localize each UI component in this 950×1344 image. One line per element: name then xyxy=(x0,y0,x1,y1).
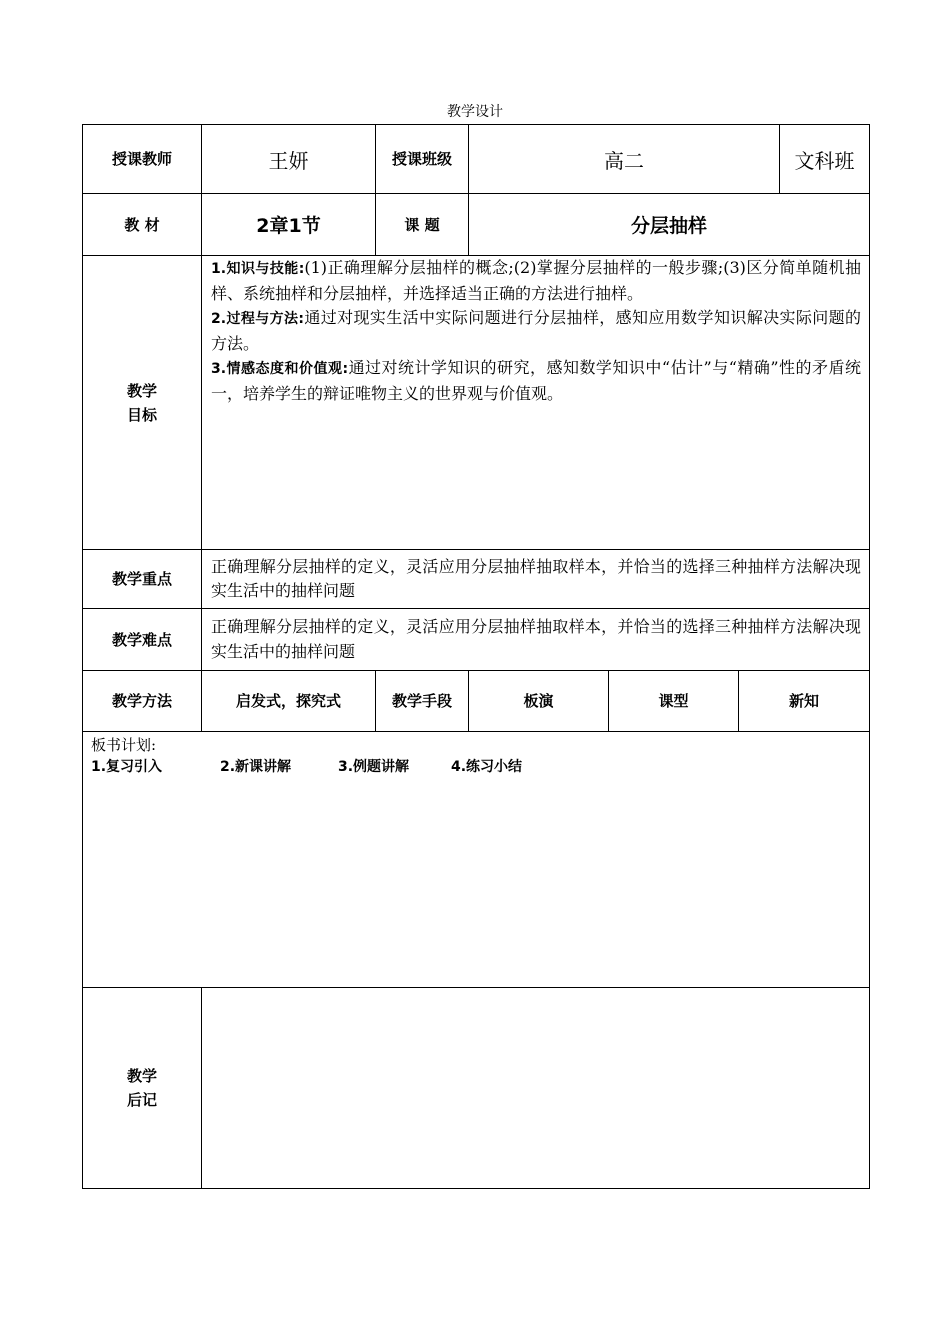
teacher-label: 授课教师 xyxy=(83,125,202,194)
board-plan-item: 4.练习小结 xyxy=(451,759,523,775)
row-methods xyxy=(83,671,870,732)
row-key-points xyxy=(83,550,870,609)
objectives-content xyxy=(202,256,870,550)
objective-heading: 2.过程与方法: xyxy=(211,311,304,327)
teacher-value: 王妍 xyxy=(202,125,376,194)
difficulties-label: 教学难点 xyxy=(83,609,202,671)
reflection-label xyxy=(83,988,202,1189)
reflection-label-line2: 后记 xyxy=(126,1091,157,1109)
board-plan-item: 2.新课讲解 xyxy=(220,759,292,775)
difficulties-text: 正确理解分层抽样的定义，灵活应用分层抽样抽取样本，并恰当的选择三种抽样方法解决现实生活中的抽样问题 xyxy=(202,609,870,671)
textbook-value: 2章1节 xyxy=(202,194,376,256)
objective-heading: 3.情感态度和价值观: xyxy=(211,361,349,377)
topic-label: 课 题 xyxy=(376,194,469,256)
objectives-label-line1: 教学 xyxy=(126,381,157,400)
objective-item xyxy=(211,256,861,306)
row-teacher xyxy=(83,125,870,194)
row-difficulties xyxy=(83,609,870,671)
row-reflection xyxy=(83,988,870,1189)
objective-heading: 1.知识与技能: xyxy=(211,261,305,277)
objective-item xyxy=(211,356,861,406)
objective-text: 通过对现实生活中实际问题进行分层抽样，感知应用数学知识解决实际问题的方法。 xyxy=(211,308,862,353)
lesson-plan-table xyxy=(82,124,870,1189)
objectives-list xyxy=(202,256,869,406)
document-title: 教学设计 xyxy=(447,104,503,120)
reflection-content[interactable] xyxy=(202,988,870,1189)
means-label: 教学手段 xyxy=(376,671,469,732)
objective-text: 通过对统计学知识的研究，感知数学知识中“估计”与“精确”性的矛盾统一，培养学生的辩证唯物主义的世界观与价值观。 xyxy=(211,358,862,403)
board-plan-cell xyxy=(83,732,870,988)
objectives-label-line2: 目标 xyxy=(126,405,157,424)
row-board-plan xyxy=(83,732,870,988)
grade-value: 高二 xyxy=(469,125,780,194)
objective-item xyxy=(211,306,861,356)
textbook-label: 教 材 xyxy=(83,194,202,256)
row-objectives xyxy=(83,256,870,550)
means-value: 板演 xyxy=(469,671,609,732)
reflection-label-line1: 教学 xyxy=(126,1067,157,1085)
class-label: 授课班级 xyxy=(376,125,469,194)
board-plan-item: 1.复习引入 xyxy=(91,759,163,775)
type-value: 新知 xyxy=(739,671,870,732)
key-points-text: 正确理解分层抽样的定义，灵活应用分层抽样抽取样本，并恰当的选择三种抽样方法解决现实生活中的抽样问题 xyxy=(202,550,870,609)
key-points-label: 教学重点 xyxy=(83,550,202,609)
board-plan-items xyxy=(83,756,869,778)
board-plan-label: 板书计划: xyxy=(91,736,157,754)
topic-value: 分层抽样 xyxy=(469,194,870,256)
class-value: 文科班 xyxy=(780,125,870,194)
type-label: 课型 xyxy=(609,671,739,732)
row-textbook xyxy=(83,194,870,256)
board-plan-item: 3.例题讲解 xyxy=(338,759,410,775)
objective-text: (1)正确理解分层抽样的概念;(2)掌握分层抽样的一般步骤;(3)区分简单随机抽样、系统抽样和分层抽样，并选择适当正确的方法进行抽样。 xyxy=(211,258,862,303)
method-label: 教学方法 xyxy=(83,671,202,732)
method-value: 启发式，探究式 xyxy=(202,671,376,732)
objectives-label xyxy=(83,256,202,550)
